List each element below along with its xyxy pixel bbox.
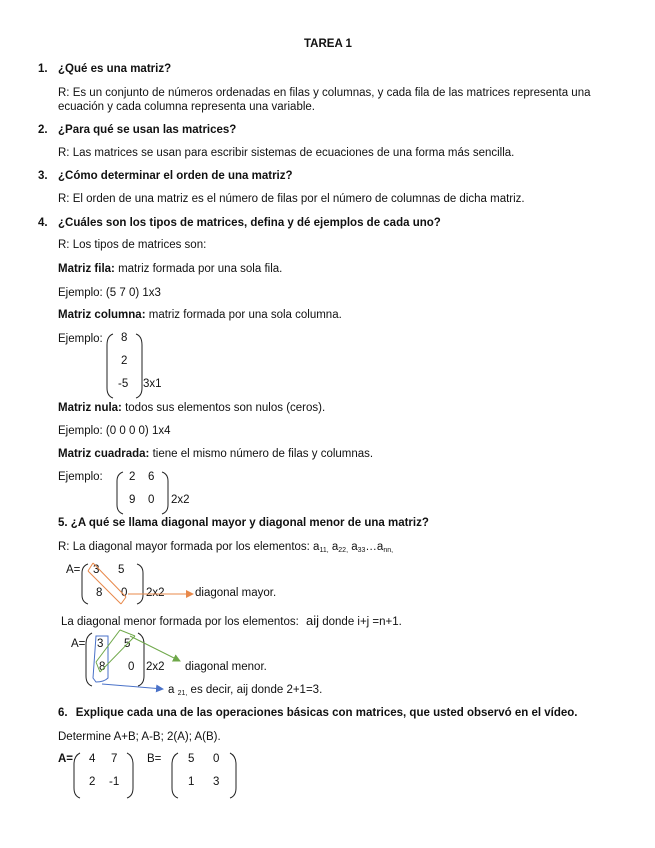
matrix-cell: 8 <box>121 332 128 344</box>
a21-a: a <box>168 684 175 696</box>
q2-answer: R: Las matrices se usan para escribir sistemas de ecuaciones de una forma más sencilla. <box>58 147 515 159</box>
sub-33: 33 <box>357 547 366 554</box>
matrix-cell: 5 <box>124 638 131 650</box>
q6-question: Explique cada una de las operaciones básicas con matrices, que usted observó en el vídeo. <box>75 707 578 719</box>
right-paren <box>136 334 142 398</box>
matrix-order: 2x2 <box>146 661 165 673</box>
matriz-cuadrada-text: tiene el mismo número de filas y columnas. <box>152 448 374 460</box>
q2-number: 2. <box>38 124 48 136</box>
q5-question: ¿A qué se llama diagonal mayor y diagonal menor de una matriz? <box>70 517 429 529</box>
matrix-b-def-label: B= <box>147 753 162 765</box>
matrix-cell: 9 <box>129 494 136 506</box>
page-title: TAREA 1 <box>304 38 352 50</box>
matriz-cuadrada-def <box>58 448 373 460</box>
q4-question: ¿Cuáles son los tipos de matrices, defina y dé ejemplos de cada uno? <box>58 217 441 229</box>
q3-answer: R: El orden de una matriz es el número de filas por el número de columnas de dicha matriz. <box>58 193 525 205</box>
diagonal-menor-caption: diagonal menor. <box>185 661 267 673</box>
matriz-nula-text: todos sus elementos son nulos (ceros). <box>125 402 326 414</box>
q6-determine: Determine A+B; A-B; 2(A); A(B). <box>58 731 221 743</box>
sub-22: 22, <box>338 547 349 554</box>
diagonal-menor-arrow <box>130 636 180 661</box>
left-paren <box>82 564 88 604</box>
matrix-cell: 5 <box>118 564 125 576</box>
a21-rest: es decir, aij donde 2+1=3. <box>190 684 323 696</box>
matrix-cell: -1 <box>109 776 120 788</box>
matrix-cell: 0 <box>128 661 135 673</box>
matrix-cell: 0 <box>148 494 155 506</box>
matrix-cell: 7 <box>111 753 118 765</box>
menor-prefix: La diagonal menor formada por los elementos: <box>61 616 299 628</box>
matrix-cell: 3 <box>93 564 100 576</box>
matriz-nula-example: Ejemplo: (0 0 0 0) 1x4 <box>58 425 171 437</box>
matriz-nula-term: Matriz nula: <box>58 402 122 414</box>
left-paren <box>86 633 92 686</box>
a21-text <box>168 684 322 697</box>
mayor-a2: a <box>331 541 339 553</box>
matrix-cell: 0 <box>213 753 220 765</box>
sub-nn: nn, <box>383 547 394 554</box>
right-paren <box>137 564 143 604</box>
q6-question-line <box>58 707 578 719</box>
matrix-cell: 3 <box>213 776 220 788</box>
q1-question: ¿Qué es una matriz? <box>58 63 172 75</box>
diagonal-menor-text <box>61 613 402 628</box>
left-paren <box>117 472 123 514</box>
matriz-columna-label: Ejemplo: <box>58 333 103 345</box>
matrix-cell: 8 <box>96 587 103 599</box>
matrix-order: 2x2 <box>146 587 165 599</box>
matrix-cell: 2 <box>129 471 136 483</box>
q1-answer: R: Es un conjunto de números ordenadas en filas y columnas, y cada fila de las matrices representa una ecuación y cada columna representa una variable. <box>58 87 591 113</box>
matrix-cell: 2 <box>89 776 96 788</box>
q1-number: 1. <box>38 63 48 75</box>
matriz-columna-def <box>58 309 342 321</box>
matrix-cell: 1 <box>188 776 195 788</box>
q4-intro: R: Los tipos de matrices son: <box>58 239 207 251</box>
matrix-cell: 8 <box>99 661 106 673</box>
q3-question: ¿Cómo determinar el orden de una matriz? <box>58 170 293 182</box>
matrix-cell: 3 <box>97 638 104 650</box>
left-paren <box>74 753 80 798</box>
right-paren <box>230 753 236 798</box>
matriz-columna-term: Matriz columna: <box>58 309 146 321</box>
q6-number: 6. <box>58 707 68 719</box>
q5-question-line <box>58 517 429 529</box>
matrix-order: 2x2 <box>171 494 190 506</box>
matriz-fila-example: Ejemplo: (5 7 0) 1x3 <box>58 287 161 299</box>
a21-arrow <box>102 684 163 689</box>
matriz-nula-def <box>58 402 325 414</box>
q5-number: 5. <box>58 517 68 529</box>
mayor-an: …a <box>365 541 384 553</box>
matriz-fila-def <box>58 263 282 275</box>
sub-11: 11, <box>319 547 329 554</box>
mayor-prefix: R: La diagonal mayor formada por los elementos: a <box>58 541 320 553</box>
diagonal-mayor-text <box>58 541 393 554</box>
left-paren <box>107 334 113 398</box>
menor-condition: donde i+j =n+1. <box>322 616 402 628</box>
matrix-cell: -5 <box>118 378 129 390</box>
matriz-columna-text: matriz formada por una sola columna. <box>148 309 342 321</box>
q2-question: ¿Para qué se usan las matrices? <box>58 124 237 136</box>
matriz-cuadrada-label: Ejemplo: <box>58 471 103 483</box>
right-paren <box>162 472 168 514</box>
matrix-order: 3x1 <box>143 378 162 390</box>
right-paren <box>127 753 133 798</box>
left-paren <box>172 753 178 798</box>
menor-aij: aij <box>306 613 320 628</box>
right-paren <box>138 633 144 686</box>
diagonal-mayor-caption: diagonal mayor. <box>195 587 277 599</box>
matrix-a-label: A= <box>66 564 81 576</box>
matrix-cell: 0 <box>121 587 128 599</box>
matriz-cuadrada-term: Matriz cuadrada: <box>58 448 150 460</box>
matriz-fila-term: Matriz fila: <box>58 263 115 275</box>
q3-number: 3. <box>38 170 48 182</box>
matrix-cell: 4 <box>89 753 96 765</box>
mayor-a3: a <box>351 541 358 553</box>
q4-number: 4. <box>38 217 48 229</box>
matriz-fila-text: matriz formada por una sola fila. <box>118 263 283 275</box>
matrix-cell: 6 <box>148 471 155 483</box>
matrix-cell: 2 <box>121 355 128 367</box>
matrix-a-label-2: A= <box>71 638 86 650</box>
matrix-a-def-label: A= <box>58 753 74 765</box>
a21-sub: 21, <box>177 690 188 697</box>
matrix-cell: 5 <box>188 753 195 765</box>
